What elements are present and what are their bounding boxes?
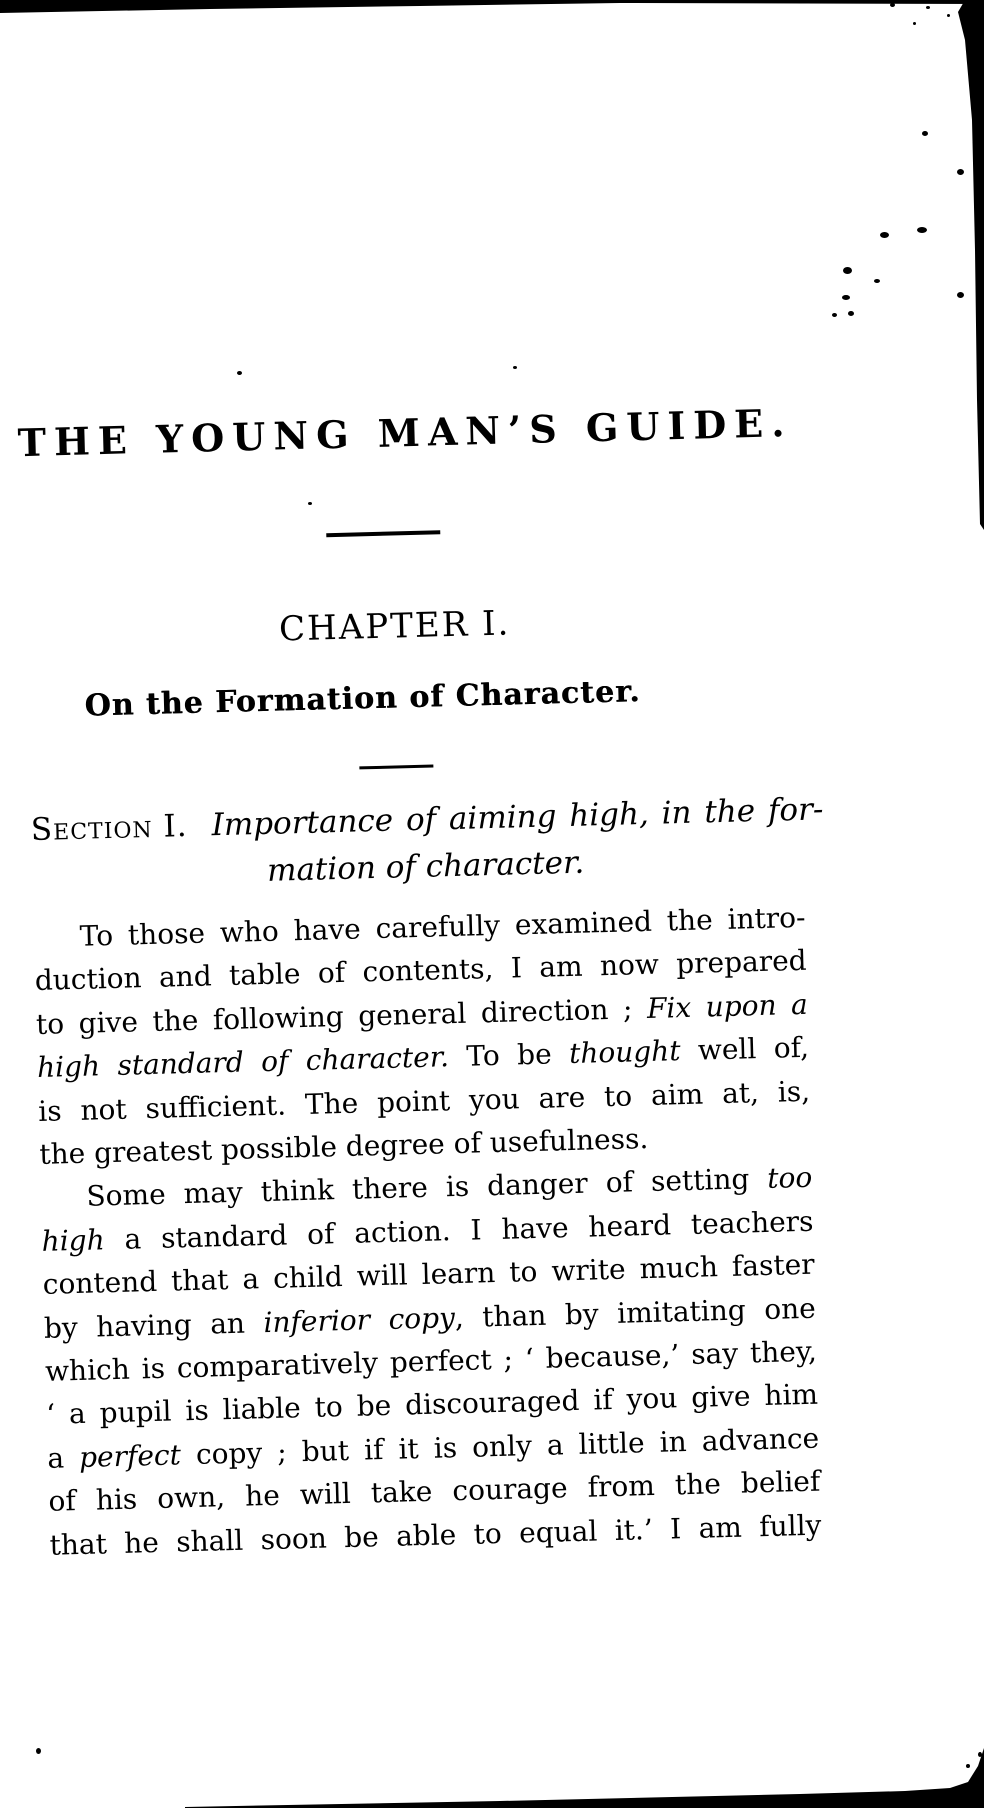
scan-speck [926,6,930,9]
section-label: Section I. [30,807,189,849]
paragraph [40,1156,822,1567]
scan-speck [922,131,928,136]
body-line: Some may think there is danger of setting too [86,1161,813,1214]
body-line: of his own, he will take courage from the belief [48,1464,821,1519]
scan-speck [913,22,916,25]
body-line: contend that a child will learn to write much faster [42,1247,815,1302]
body-line: which is comparatively perfect ; ‘ because,’ say they, [44,1334,818,1388]
body-line: duction and table of contents, I am now prepared [34,944,808,998]
scan-speck [36,1748,41,1754]
section-heading [30,791,823,849]
scan-speck [890,3,895,7]
scan-speck [842,295,850,300]
body-line: high a standard of action. I have heard teachers [41,1204,814,1258]
chapter-heading: CHAPTER I. [278,603,511,650]
body-line: is not sufficient. The point you are to aim at, is, [37,1074,811,1128]
chapter-subtitle: On the Formation of Character. [84,674,642,724]
scan-speck [874,279,880,283]
body-line: To those who have carefully examined the intro- [79,900,806,953]
scan-speck [848,311,854,316]
scan-speck [843,267,852,274]
scan-speck [917,227,927,233]
scan-speck [308,502,312,505]
divider-rule-top [326,530,440,537]
body-line: high standard of character. To be thought well of, [36,1030,810,1085]
scan-speck [832,313,837,317]
body-line: the greatest possible degree of usefulness. [38,1122,649,1171]
divider-rule-section [359,764,433,769]
body-line: by having an inferior copy, than by imitating one [43,1291,817,1345]
body-line: ‘ a pupil is liable to be discouraged if you give him [45,1378,819,1432]
section-title-line2: mation of character. [266,844,585,889]
paragraph [33,896,812,1177]
scan-speck [966,1764,970,1768]
scan-speck [513,366,517,369]
body-line: that he shall soon be able to equal it.’ I am fully [49,1508,822,1562]
scan-speck [880,232,889,238]
scan-speck [947,14,950,17]
body-text [33,896,822,1567]
body-line: a perfect copy ; but if it is only a little in advance [46,1421,820,1475]
scan-speck [978,1752,982,1757]
body-line: to give the following general direction ; Fix upon a [35,987,809,1041]
scan-speck [957,169,964,175]
book-title: THE YOUNG MAN’S GUIDE. [17,399,793,466]
section-title-line1: Importance of aiming high, in the for- [211,791,824,844]
scan-speck [957,292,964,298]
scan-speck [237,371,242,375]
